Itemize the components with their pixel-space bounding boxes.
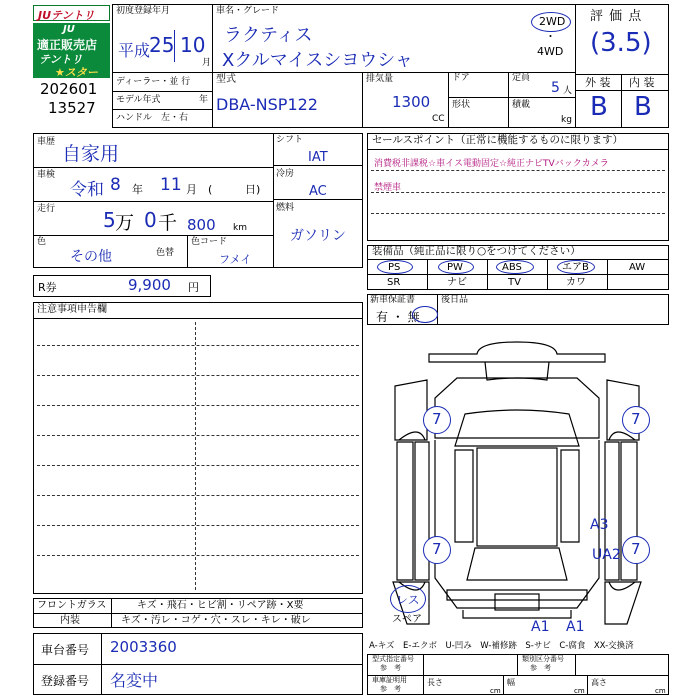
- sales-point-1: 消費税非課税☆車イス電動固定☆純正ナビTVバックカメラ: [374, 159, 609, 169]
- logo-body: JU 適正販売店 テントリ ★スター: [33, 23, 110, 78]
- inspection-year-unit: 年: [132, 183, 143, 196]
- class-no-sub: 参 考: [530, 664, 551, 672]
- car-name: ラクティス: [224, 25, 313, 46]
- mark-a1-right: A1: [566, 619, 585, 635]
- history-label: 車歴: [37, 137, 56, 147]
- reg-month-unit: 月: [202, 58, 212, 68]
- inspection-day-unit: 日): [245, 183, 261, 196]
- model-label: 型式: [216, 74, 236, 85]
- handle-label: ハンドル 左・右: [116, 113, 189, 123]
- color-value: その他: [70, 249, 112, 265]
- equip-sr: SR: [387, 277, 401, 288]
- reg-month: 10: [180, 33, 206, 57]
- shape-label: 形状: [452, 100, 471, 110]
- reg-era: 平成: [118, 41, 151, 60]
- history-value: 自家用: [62, 143, 120, 165]
- equip-navi: ナビ: [447, 277, 467, 288]
- mileage-v3: 800: [187, 216, 216, 234]
- model-year-unit: 年: [199, 95, 209, 105]
- mark-rr: 7: [631, 540, 641, 558]
- mark-fl: 7: [432, 410, 442, 428]
- shift-value: IAT: [308, 150, 328, 165]
- mileage-unit: km: [233, 223, 247, 233]
- front-bumper: [429, 342, 605, 362]
- exterior-value: B: [590, 92, 608, 122]
- cert-height-cm: cm: [655, 687, 666, 695]
- exterior-label: 外 装: [585, 76, 611, 89]
- mark-a1-left: A1: [531, 619, 550, 635]
- model-value: DBA-NSP122: [216, 95, 318, 114]
- chassis-value: 2003360: [110, 638, 177, 656]
- reg-date-label: 初度登録年月: [116, 6, 171, 16]
- class-no-label: 類別区分番号: [522, 655, 564, 663]
- mileage-u2: 千: [158, 212, 178, 234]
- cert-sub: 参 考: [380, 685, 401, 693]
- recycle-box: [33, 275, 211, 297]
- inspection-year: 8: [110, 175, 121, 195]
- logo-top: JUテントリ: [33, 5, 110, 21]
- color-code-value: フメイ: [219, 253, 252, 266]
- equip-airbag: エアB: [562, 262, 589, 273]
- cert-width-cm: cm: [574, 687, 585, 695]
- grade-label: 評 価 点: [590, 9, 643, 24]
- recycle-label: R券: [38, 281, 57, 294]
- displacement-label: 排気量: [366, 74, 394, 84]
- notes-label: 注意事項申告欄: [37, 304, 107, 315]
- inspection-era: 令和: [70, 180, 104, 200]
- mileage-v1: 5: [103, 208, 116, 232]
- equip-aw: AW: [629, 262, 646, 273]
- reg-year: 25: [149, 33, 175, 57]
- cert-length: 長さ: [427, 678, 443, 687]
- inspection-month-unit: 月: [186, 183, 197, 196]
- interior-cond-items: キズ・汚レ・コゲ・穴・スレ・キレ・破レ: [121, 615, 311, 626]
- interior-cond-label: 内装: [60, 615, 80, 626]
- inspection-month: 11: [160, 175, 182, 195]
- car-grade: Xクルマイスシヨウシャ: [222, 50, 413, 71]
- grade-value: (3.5): [590, 28, 652, 58]
- code-1: 202601: [40, 80, 98, 98]
- code-2: 13527: [48, 99, 96, 117]
- recycle-value: 9,900: [128, 276, 171, 294]
- spare-label: スペア: [392, 614, 422, 625]
- warranty-value: 有 ・ 無: [376, 310, 420, 324]
- color-change-label: 色替: [156, 248, 175, 258]
- mark-rl: 7: [432, 540, 442, 558]
- mark-fr: 7: [631, 410, 641, 428]
- load-unit: kg: [561, 115, 572, 125]
- sales-points-label: セールスポイント（正常に機能するものに限ります）: [372, 134, 624, 146]
- mark-a3: A3: [590, 517, 609, 533]
- equip-abs: ABS: [502, 262, 522, 273]
- hood: [485, 362, 549, 380]
- drive-4wd: 4WD: [537, 45, 564, 58]
- cooling-value: AC: [309, 184, 327, 199]
- warranty-label: 新車保証書: [370, 295, 416, 305]
- capacity-label: 定員: [512, 73, 531, 83]
- type-spec-label: 型式指定番号: [372, 655, 414, 663]
- sales-point-2: 禁煙車: [374, 183, 402, 193]
- chassis-label: 車台番号: [41, 643, 90, 657]
- windshield-items: キズ・飛石・ヒビ割・リペア跡・X要: [137, 600, 304, 611]
- type-spec-sub: 参 考: [380, 664, 401, 672]
- equip-leather: カワ: [566, 277, 586, 288]
- drive-2wd: 2WD: [539, 15, 566, 28]
- windshield-label: フロントガラス: [37, 600, 107, 611]
- reg-no-value: 名変中: [110, 671, 159, 690]
- displacement-value: 1300: [392, 93, 431, 111]
- damage-legend: A-キズ E-エクボ U-凹み W-補修跡 S-サビ C-腐食 XX-交換済: [369, 641, 634, 651]
- later-label: 後日品: [441, 295, 469, 305]
- load-label: 積載: [512, 100, 531, 110]
- mileage-u1: 万: [115, 212, 135, 234]
- door-label: ドア: [452, 73, 470, 83]
- model-year-label: モデル年式: [116, 95, 161, 105]
- cert-width: 幅: [507, 678, 515, 687]
- color-label: 色: [37, 237, 47, 247]
- recycle-unit: 円: [188, 281, 199, 294]
- warranty-circle: [412, 306, 438, 323]
- mark-spare-less: レス: [396, 593, 420, 607]
- inspection-paren: (: [208, 183, 213, 196]
- color-code-label: 色コード: [191, 237, 228, 247]
- cooling-label: 冷房: [276, 169, 295, 179]
- interior-label: 内 装: [629, 76, 655, 89]
- dealer-label: ディーラー・並 行: [116, 77, 191, 87]
- equip-ps: PS: [388, 262, 401, 273]
- car-name-label: 車名・グレード: [216, 6, 280, 16]
- drive-dot: ・: [545, 30, 556, 43]
- fuel-value: ガソリン: [290, 228, 346, 244]
- capacity-value: 5: [551, 80, 560, 96]
- logo: [33, 5, 110, 78]
- equipment-label: 装備品（純正品に限り○をつけてください）: [372, 245, 581, 257]
- cert-label: 車庫証明用: [372, 676, 407, 684]
- cert-length-cm: cm: [490, 687, 501, 695]
- inspection-label: 車検: [37, 170, 56, 180]
- shift-label: シフト: [276, 135, 304, 145]
- equip-pw: PW: [447, 262, 463, 273]
- displacement-unit: CC: [432, 114, 445, 124]
- mileage-label: 走行: [37, 204, 56, 214]
- mileage-v2: 0: [144, 208, 157, 232]
- reg-no-label: 登録番号: [41, 674, 90, 688]
- interior-value: B: [634, 92, 652, 122]
- capacity-unit: 人: [563, 86, 573, 96]
- equip-tv: TV: [508, 277, 521, 288]
- mark-ua2: UA2: [592, 547, 621, 563]
- fuel-label: 燃料: [276, 203, 295, 213]
- cert-height: 高さ: [591, 678, 607, 687]
